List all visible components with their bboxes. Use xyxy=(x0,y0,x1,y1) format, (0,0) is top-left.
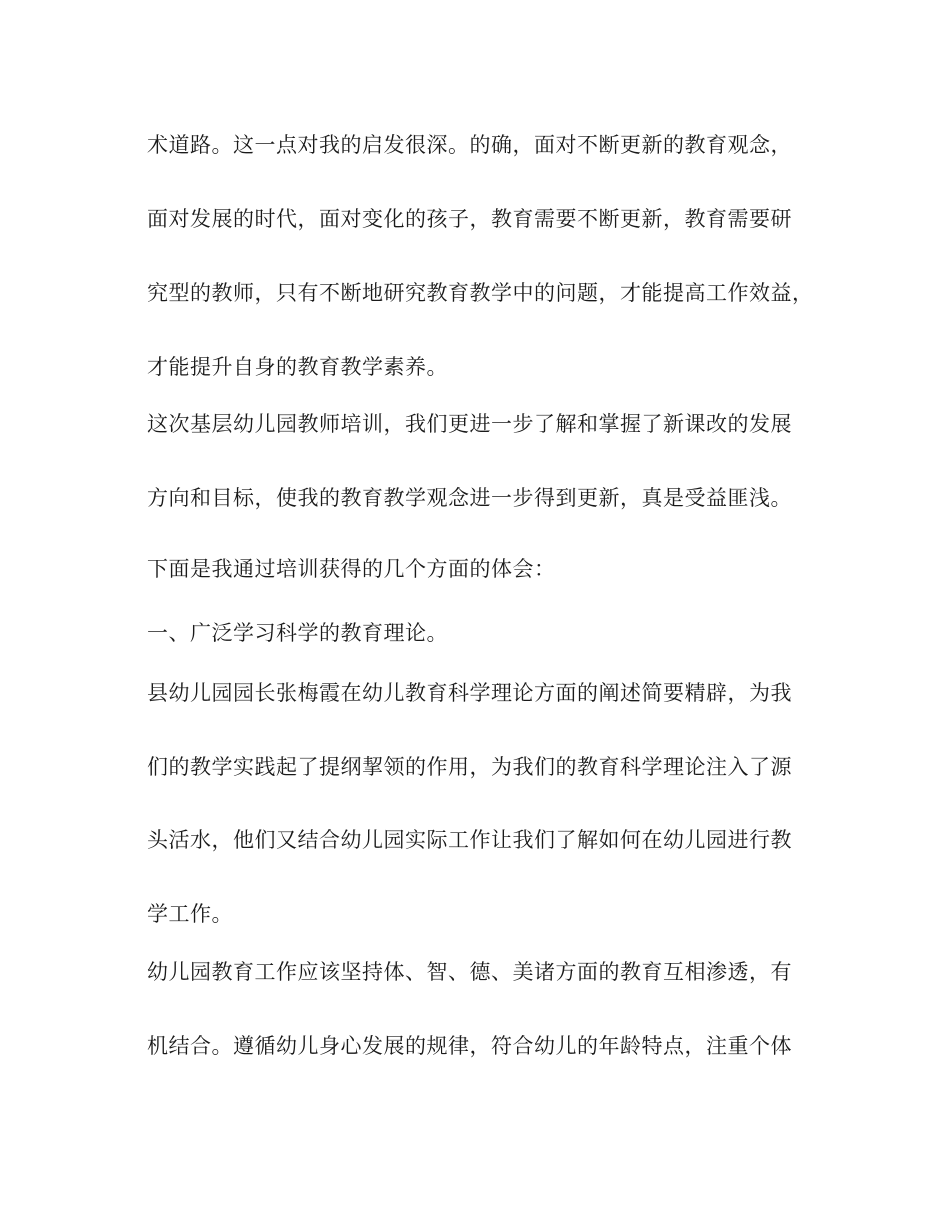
text-line: 机结合。遵循幼儿身心发展的规律，符合幼儿的年龄特点，注重个体 xyxy=(147,1034,792,1058)
section-heading: 一、广泛学习科学的教育理论。 xyxy=(147,621,448,645)
text-line: 究型的教师，只有不断地研究教育教学中的问题，才能提高工作效益， xyxy=(147,281,814,305)
text-line: 县幼儿园园长张梅霞在幼儿教育科学理论方面的阐述简要精辟，为我 xyxy=(147,681,792,705)
text-line: 才能提升自身的教育教学素养。 xyxy=(147,355,448,379)
text-line: 下面是我通过培训获得的几个方面的体会： xyxy=(147,557,556,581)
text-line: 面对发展的时代，面对变化的孩子，教育需要不断更新，教育需要研 xyxy=(147,207,792,231)
text-line: 幼儿园教育工作应该坚持体、智、德、美诸方面的教育互相渗透，有 xyxy=(147,960,792,984)
text-line: 这次基层幼儿园教师培训，我们更进一步了解和掌握了新课改的发展 xyxy=(147,412,792,436)
text-line: 术道路。这一点对我的启发很深。的确，面对不断更新的教育观念， xyxy=(147,133,792,157)
text-line: 学工作。 xyxy=(147,902,233,926)
text-line: 方向和目标，使我的教育教学观念进一步得到更新，真是受益匪浅。 xyxy=(147,486,792,510)
text-line: 头活水，他们又结合幼儿园实际工作让我们了解如何在幼儿园进行教 xyxy=(147,828,792,852)
text-line: 们的教学实践起了提纲挈领的作用，为我们的教育科学理论注入了源 xyxy=(147,755,792,779)
